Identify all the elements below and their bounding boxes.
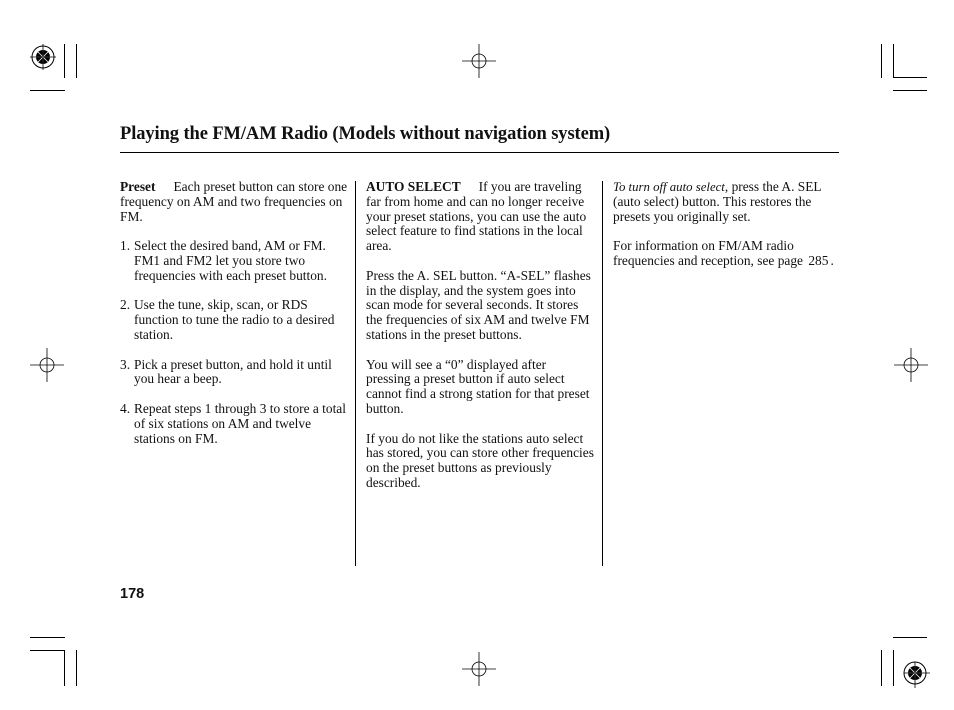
auto-select-paragraph: You will see a “0” displayed after pressing a preset button if auto select cannot find a strong station for that preset button. xyxy=(366,356,590,416)
reference-paragraph xyxy=(613,239,835,269)
reference-end: . xyxy=(830,252,834,268)
column-preset xyxy=(120,180,348,461)
preset-text: Each preset button can store one frequency on AM and two frequencies on FM. xyxy=(120,179,348,224)
auto-select-intro-text: If you are traveling far from home and can no longer receive your preset stations, you can use the auto select feature to find stations in the local area. xyxy=(366,179,587,254)
step-item xyxy=(120,298,348,342)
step-number: 2. xyxy=(120,297,131,313)
crop-mark xyxy=(30,90,65,91)
auto-select-paragraph: If you do not like the stations auto select has stored, you can store other frequencies on the preset buttons as previously described. xyxy=(366,430,594,490)
column-divider xyxy=(602,181,603,566)
crop-mark xyxy=(30,650,65,651)
crop-mark xyxy=(76,44,77,78)
reference-text: For information on FM/AM radio frequencies and reception, see page xyxy=(613,238,803,268)
crop-mark xyxy=(893,637,927,638)
auto-select-paragraph: Press the A. SEL button. “A-SEL” flashes in the display, and the system goes into scan mode for several seconds. It stores the frequencies of six AM and twelve FM stations in the preset buttons. xyxy=(366,267,591,342)
turn-off-paragraph xyxy=(613,180,835,224)
registration-mark-bottom-right-icon xyxy=(900,658,930,688)
step-item xyxy=(120,358,348,388)
crop-mark xyxy=(76,650,77,686)
step-number: 3. xyxy=(120,356,131,372)
crop-mark xyxy=(64,44,65,78)
step-text: Pick a preset button, and hold it until you hear a beep. xyxy=(134,356,332,387)
turn-off-lead: To turn off auto select xyxy=(613,180,725,194)
column-auto-select xyxy=(366,180,594,506)
crosshair-left-icon xyxy=(30,348,64,382)
step-text: Repeat steps 1 through 3 to store a total of six stations on AM and twelve stations on FM. xyxy=(134,400,346,446)
turn-off-text: , press the A. SEL (auto select) button. This restores the presets you originally set. xyxy=(613,179,822,224)
page-reference-link[interactable]: 285 xyxy=(808,252,829,268)
auto-select-intro xyxy=(366,180,594,254)
crop-mark xyxy=(881,650,882,686)
crosshair-bottom-center-icon xyxy=(462,652,496,686)
crop-mark xyxy=(893,90,927,91)
auto-select-heading: AUTO SELECT xyxy=(366,179,461,194)
column-divider xyxy=(355,181,356,566)
step-text: Use the tune, skip, scan, or RDS function to tune the radio to a desired station. xyxy=(134,297,335,342)
registration-mark-top-left-icon xyxy=(30,44,60,74)
title-rule xyxy=(120,152,839,153)
step-item xyxy=(120,239,348,283)
page-title: Playing the FM/AM Radio (Models without navigation system) xyxy=(120,124,611,144)
step-text: Select the desired band, AM or FM. FM1 and FM2 let you store two frequencies with each preset button. xyxy=(134,238,327,283)
step-number: 4. xyxy=(120,400,131,416)
crop-mark xyxy=(893,77,927,78)
preset-heading: Preset xyxy=(120,179,156,194)
crop-mark xyxy=(881,44,882,78)
column-notes xyxy=(613,180,835,284)
crop-mark xyxy=(64,650,65,686)
preset-paragraph xyxy=(120,180,348,224)
crosshair-top-center-icon xyxy=(462,44,496,78)
crop-mark xyxy=(30,637,65,638)
crosshair-right-icon xyxy=(894,348,928,382)
step-number: 1. xyxy=(120,238,131,254)
step-item xyxy=(120,402,348,446)
crop-mark xyxy=(893,650,894,686)
page-number: 178 xyxy=(120,586,145,602)
crop-mark xyxy=(893,44,894,78)
